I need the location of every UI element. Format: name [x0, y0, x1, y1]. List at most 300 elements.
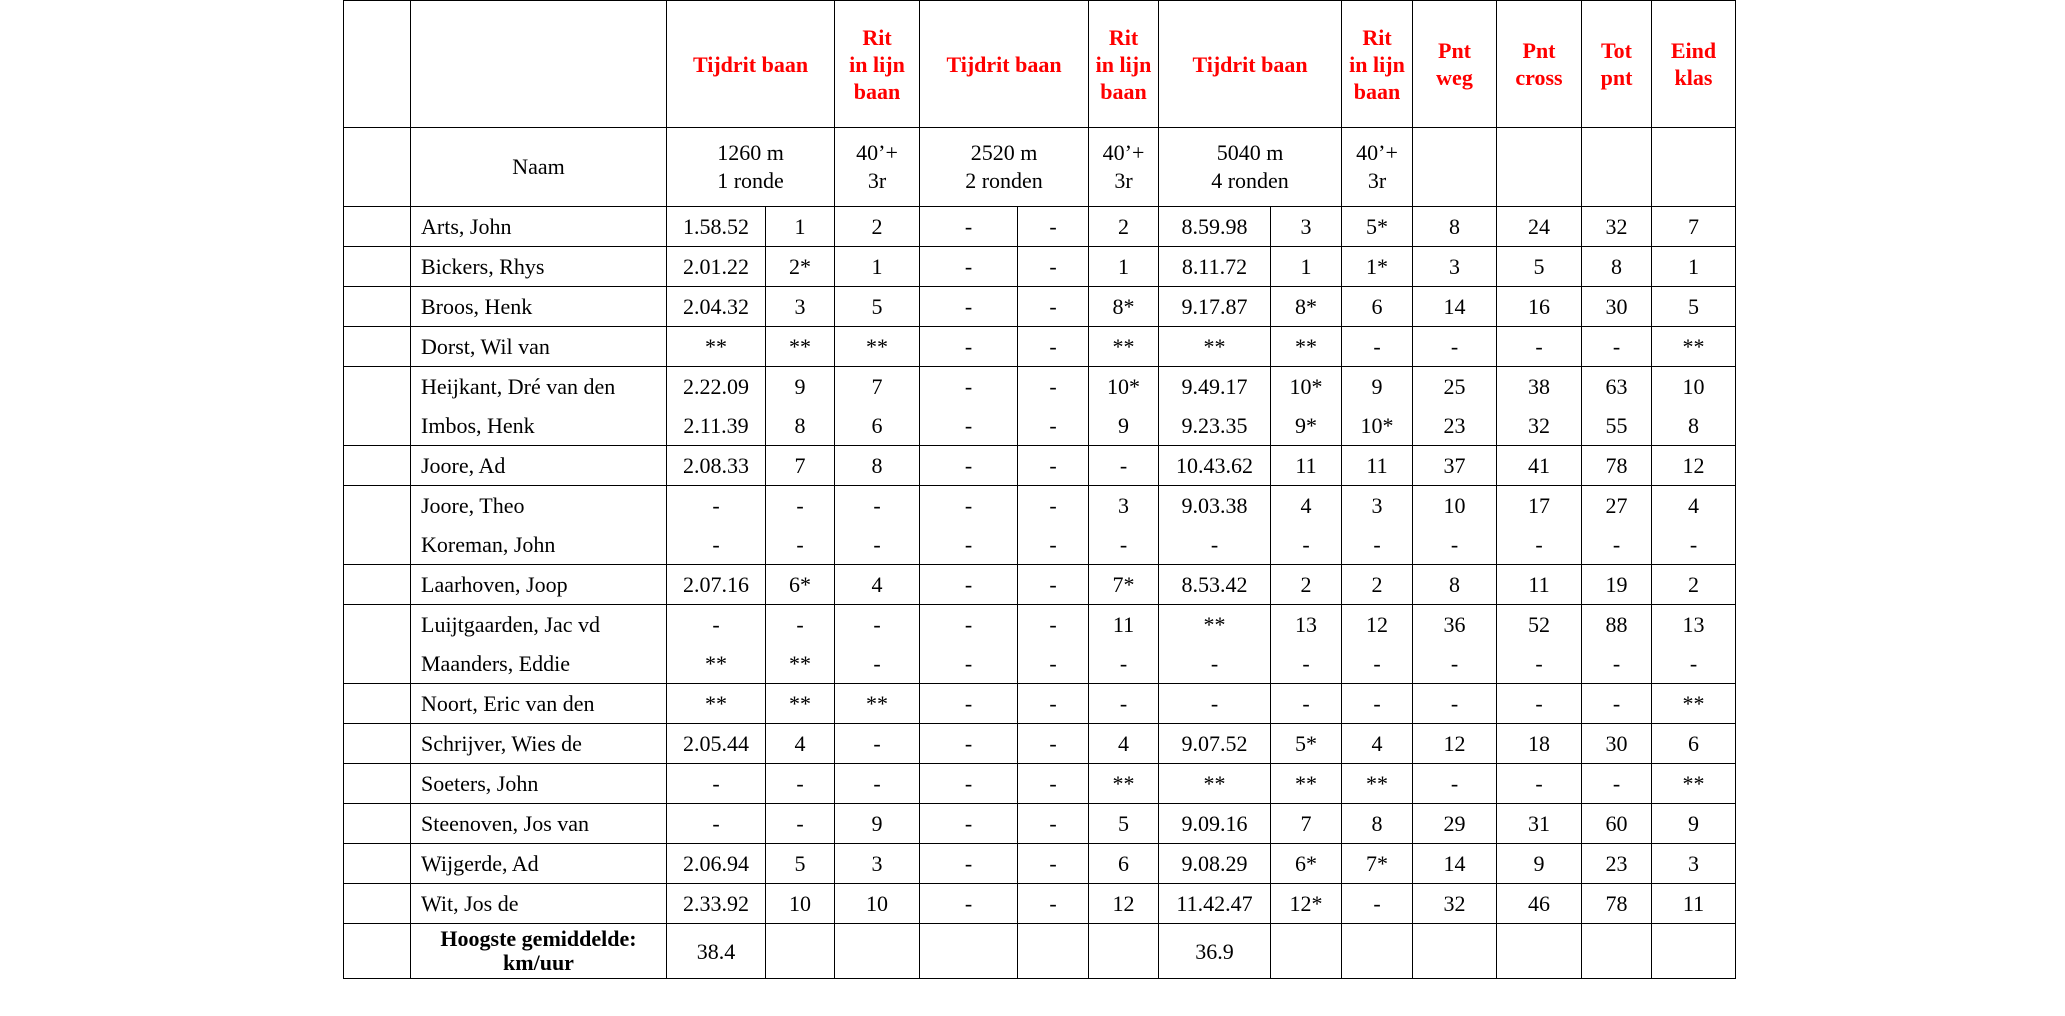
tijdrit-1-time-cell: 2.05.44 — [667, 724, 766, 764]
tijdrit-1-rank-cell: 7 — [766, 446, 835, 486]
blank-cell — [344, 406, 411, 446]
tijdrit-1-time-cell: - — [667, 804, 766, 844]
blank-cell — [1582, 128, 1652, 207]
rider-name-cell: Joore, Theo — [411, 486, 667, 526]
pnt-cross-cell: 11 — [1497, 565, 1582, 605]
tijdrit-1-time-cell: 2.11.39 — [667, 406, 766, 446]
pnt-weg-cell: 3 — [1413, 247, 1497, 287]
tijdrit-3-rank-cell: 12* — [1271, 884, 1342, 924]
tot-pnt-cell: 27 — [1582, 486, 1652, 526]
rit-2-rank-cell: ** — [1089, 764, 1159, 804]
eind-klas-cell: 12 — [1652, 446, 1736, 486]
tijdrit-1-rank-cell: ** — [766, 327, 835, 367]
blank-cell — [920, 924, 1018, 979]
tijdrit-1-time-cell: 2.22.09 — [667, 367, 766, 407]
rit-1-rank-cell: - — [835, 605, 920, 645]
blank-cell — [1652, 924, 1736, 979]
tijdrit-2-time-cell: - — [920, 764, 1018, 804]
tijdrit-1-time-cell: - — [667, 605, 766, 645]
tijdrit-3-time-cell: 8.11.72 — [1159, 247, 1271, 287]
tijdrit-1-rank-cell: - — [766, 525, 835, 565]
rider-name-cell: Dorst, Wil van — [411, 327, 667, 367]
rit-1-rank-cell: 2 — [835, 207, 920, 247]
pnt-cross-cell: - — [1497, 684, 1582, 724]
blank-cell — [1271, 924, 1342, 979]
eind-klas-cell: 2 — [1652, 565, 1736, 605]
blank-cell — [1018, 924, 1089, 979]
pnt-weg-cell: - — [1413, 525, 1497, 565]
tijdrit-1-time-cell: ** — [667, 327, 766, 367]
tot-pnt-cell: 63 — [1582, 367, 1652, 407]
blank-cell — [835, 924, 920, 979]
tijdrit-1-rank-cell: 10 — [766, 884, 835, 924]
rider-name-cell: Joore, Ad — [411, 446, 667, 486]
tot-pnt-cell: - — [1582, 764, 1652, 804]
tijdrit-3-time-cell: 9.17.87 — [1159, 287, 1271, 327]
tijdrit-2-rank-cell: - — [1018, 844, 1089, 884]
tijdrit-1-rank-cell: 5 — [766, 844, 835, 884]
tijdrit-3-rank-cell: 13 — [1271, 605, 1342, 645]
table-row — [344, 446, 1736, 486]
tijdrit-2-time-cell: - — [920, 327, 1018, 367]
tijdrit-1-rank-cell: - — [766, 764, 835, 804]
rit-3-rank-cell: - — [1342, 884, 1413, 924]
rit-1-rank-cell: 4 — [835, 565, 920, 605]
pnt-cross-cell: - — [1497, 525, 1582, 565]
rit-2-rank-cell: - — [1089, 525, 1159, 565]
tijdrit-1-time-cell: 2.04.32 — [667, 287, 766, 327]
rit-2-rank-cell: - — [1089, 644, 1159, 684]
eind-klas-cell: 1 — [1652, 247, 1736, 287]
table-row — [344, 525, 1736, 565]
tijdrit-1-rank-cell: - — [766, 804, 835, 844]
tijdrit-1-rank-cell: ** — [766, 644, 835, 684]
pnt-weg-cell: - — [1413, 327, 1497, 367]
tijdrit-1-time-cell: ** — [667, 684, 766, 724]
tot-pnt-cell: 30 — [1582, 287, 1652, 327]
rit-3-rank-cell: 10* — [1342, 406, 1413, 446]
rit-2-rank-cell: 9 — [1089, 406, 1159, 446]
tijdrit-1-rank-cell: ** — [766, 684, 835, 724]
pnt-weg-cell: 14 — [1413, 844, 1497, 884]
blank-cell — [344, 486, 411, 526]
eind-klas-cell: ** — [1652, 327, 1736, 367]
tijdrit-3-rank-cell: 10* — [1271, 367, 1342, 407]
tot-pnt-cell: 23 — [1582, 844, 1652, 884]
rit-1-rank-cell: - — [835, 486, 920, 526]
blank-cell — [1497, 924, 1582, 979]
tot-pnt-cell: 19 — [1582, 565, 1652, 605]
rit-3-rank-cell: 5* — [1342, 207, 1413, 247]
tijdrit-3-time-cell: - — [1159, 525, 1271, 565]
tijdrit-2-time-cell: - — [920, 247, 1018, 287]
tijdrit-1-rank-cell: 9 — [766, 367, 835, 407]
tijdrit-3-time-cell: 8.53.42 — [1159, 565, 1271, 605]
pnt-weg-cell: 36 — [1413, 605, 1497, 645]
eind-klas-cell: 4 — [1652, 486, 1736, 526]
rit-1-rank-cell: - — [835, 525, 920, 565]
tijdrit-1-rank-cell: - — [766, 605, 835, 645]
rit-3-rank-cell: 2 — [1342, 565, 1413, 605]
rit-2-rank-cell: - — [1089, 446, 1159, 486]
tijdrit-1-time-cell: - — [667, 525, 766, 565]
tijdrit-3-rank-cell: ** — [1271, 327, 1342, 367]
tijdrit-3-rank-cell: - — [1271, 525, 1342, 565]
tijdrit-3-rank-cell: 4 — [1271, 486, 1342, 526]
tijdrit-3-time-cell: - — [1159, 644, 1271, 684]
rit-3-rank-cell: 6 — [1342, 287, 1413, 327]
tijdrit-2-time-cell: - — [920, 884, 1018, 924]
tot-pnt-cell: 32 — [1582, 207, 1652, 247]
tot-pnt-cell: - — [1582, 684, 1652, 724]
rit-detail-1: 40’+ 3r — [835, 128, 920, 207]
tijdrit-2-time-cell: - — [920, 367, 1018, 407]
eind-klas-cell: 13 — [1652, 605, 1736, 645]
blank-cell — [411, 1, 667, 128]
table-row — [344, 684, 1736, 724]
rit-3-rank-cell: - — [1342, 327, 1413, 367]
tijdrit-2-rank-cell: - — [1018, 684, 1089, 724]
blank-cell — [344, 844, 411, 884]
pnt-weg-cell: - — [1413, 644, 1497, 684]
rit-2-rank-cell: 5 — [1089, 804, 1159, 844]
pnt-weg-cell: 29 — [1413, 804, 1497, 844]
tijdrit-3-time-cell: - — [1159, 684, 1271, 724]
rit-1-rank-cell: ** — [835, 327, 920, 367]
eind-klas-cell: 5 — [1652, 287, 1736, 327]
tijdrit-2-rank-cell: - — [1018, 644, 1089, 684]
results-table — [343, 0, 1736, 979]
table-row — [344, 287, 1736, 327]
table-row — [344, 327, 1736, 367]
rit-1-rank-cell: - — [835, 764, 920, 804]
eind-klas-cell: - — [1652, 644, 1736, 684]
rider-name-cell: Maanders, Eddie — [411, 644, 667, 684]
blank-cell — [1342, 924, 1413, 979]
tijdrit-2-time-cell: - — [920, 724, 1018, 764]
tijdrit-3-time-cell: 11.42.47 — [1159, 884, 1271, 924]
header-pnt-cross: Pnt cross — [1497, 1, 1582, 128]
tijdrit-3-rank-cell: - — [1271, 644, 1342, 684]
header-row — [344, 1, 1736, 128]
tijdrit-2-time-cell: - — [920, 486, 1018, 526]
blank-cell — [1089, 924, 1159, 979]
table-row — [344, 247, 1736, 287]
rit-1-rank-cell: 7 — [835, 367, 920, 407]
tijdrit-3-rank-cell: 1 — [1271, 247, 1342, 287]
tijdrit-1-time-cell: 2.01.22 — [667, 247, 766, 287]
tijdrit-3-time-cell: 9.23.35 — [1159, 406, 1271, 446]
rit-3-rank-cell: 7* — [1342, 844, 1413, 884]
tijdrit-2-rank-cell: - — [1018, 884, 1089, 924]
blank-cell — [344, 128, 411, 207]
blank-cell — [344, 446, 411, 486]
rit-1-rank-cell: 5 — [835, 287, 920, 327]
tot-pnt-cell: 78 — [1582, 884, 1652, 924]
pnt-cross-cell: 24 — [1497, 207, 1582, 247]
tijdrit-1-rank-cell: 2* — [766, 247, 835, 287]
rit-1-rank-cell: 3 — [835, 844, 920, 884]
tijdrit-2-rank-cell: - — [1018, 724, 1089, 764]
pnt-weg-cell: - — [1413, 684, 1497, 724]
rit-2-rank-cell: 10* — [1089, 367, 1159, 407]
tijdrit-2-time-cell: - — [920, 287, 1018, 327]
pnt-cross-cell: 32 — [1497, 406, 1582, 446]
rit-2-rank-cell: 7* — [1089, 565, 1159, 605]
subheader-row — [344, 128, 1736, 207]
eind-klas-cell: 3 — [1652, 844, 1736, 884]
tijdrit-2-time-cell: - — [920, 605, 1018, 645]
rit-2-rank-cell: 3 — [1089, 486, 1159, 526]
rit-2-rank-cell: 4 — [1089, 724, 1159, 764]
rider-name-cell: Broos, Henk — [411, 287, 667, 327]
eind-klas-cell: ** — [1652, 684, 1736, 724]
rit-2-rank-cell: 1 — [1089, 247, 1159, 287]
rit-1-rank-cell: 9 — [835, 804, 920, 844]
tijdrit-2-time-cell: - — [920, 446, 1018, 486]
tijdrit-3-time-cell: 8.59.98 — [1159, 207, 1271, 247]
rit-2-rank-cell: 12 — [1089, 884, 1159, 924]
blank-cell — [344, 764, 411, 804]
pnt-cross-cell: 46 — [1497, 884, 1582, 924]
header-tijdrit-1: Tijdrit baan — [667, 1, 835, 128]
highest-average-3: 36.9 — [1159, 924, 1271, 979]
rit-2-rank-cell: 2 — [1089, 207, 1159, 247]
tot-pnt-cell: - — [1582, 327, 1652, 367]
tijdrit-2-rank-cell: - — [1018, 605, 1089, 645]
tijdrit-2-rank-cell: - — [1018, 287, 1089, 327]
blank-cell — [344, 884, 411, 924]
tijdrit-2-rank-cell: - — [1018, 406, 1089, 446]
blank-cell — [1582, 924, 1652, 979]
rider-name-cell: Arts, John — [411, 207, 667, 247]
rit-1-rank-cell: 1 — [835, 247, 920, 287]
rit-3-rank-cell: 3 — [1342, 486, 1413, 526]
rit-2-rank-cell: - — [1089, 684, 1159, 724]
blank-cell — [344, 804, 411, 844]
pnt-cross-cell: - — [1497, 764, 1582, 804]
tijdrit-1-time-cell: 2.07.16 — [667, 565, 766, 605]
table-row — [344, 406, 1736, 446]
tijdrit-2-rank-cell: - — [1018, 327, 1089, 367]
header-tijdrit-2: Tijdrit baan — [920, 1, 1089, 128]
pnt-weg-cell: 8 — [1413, 207, 1497, 247]
tijdrit-3-time-cell: 9.07.52 — [1159, 724, 1271, 764]
rit-2-rank-cell: 11 — [1089, 605, 1159, 645]
pnt-cross-cell: 16 — [1497, 287, 1582, 327]
blank-cell — [344, 525, 411, 565]
pnt-weg-cell: 14 — [1413, 287, 1497, 327]
tijdrit-1-rank-cell: - — [766, 486, 835, 526]
table-row — [344, 804, 1736, 844]
tot-pnt-cell: 30 — [1582, 724, 1652, 764]
tijdrit-3-time-cell: 9.49.17 — [1159, 367, 1271, 407]
highest-average-1: 38.4 — [667, 924, 766, 979]
eind-klas-cell: - — [1652, 525, 1736, 565]
eind-klas-cell: 11 — [1652, 884, 1736, 924]
tijdrit-2-time-cell: - — [920, 565, 1018, 605]
tijdrit-3-rank-cell: 6* — [1271, 844, 1342, 884]
distance-3: 5040 m 4 ronden — [1159, 128, 1342, 207]
header-eind-klas: Eind klas — [1652, 1, 1736, 128]
tijdrit-1-rank-cell: 1 — [766, 207, 835, 247]
tijdrit-3-rank-cell: 9* — [1271, 406, 1342, 446]
table-row — [344, 565, 1736, 605]
tijdrit-3-time-cell: ** — [1159, 327, 1271, 367]
tijdrit-3-time-cell: 9.03.38 — [1159, 486, 1271, 526]
pnt-cross-cell: 41 — [1497, 446, 1582, 486]
tijdrit-3-time-cell: 10.43.62 — [1159, 446, 1271, 486]
blank-cell — [766, 924, 835, 979]
rit-3-rank-cell: - — [1342, 684, 1413, 724]
table-row — [344, 764, 1736, 804]
pnt-weg-cell: 37 — [1413, 446, 1497, 486]
table-row — [344, 644, 1736, 684]
table-row — [344, 884, 1736, 924]
tijdrit-2-rank-cell: - — [1018, 446, 1089, 486]
rit-3-rank-cell: 12 — [1342, 605, 1413, 645]
naam-header: Naam — [411, 128, 667, 207]
footer-row — [344, 924, 1736, 979]
pnt-cross-cell: 17 — [1497, 486, 1582, 526]
rit-3-rank-cell: 1* — [1342, 247, 1413, 287]
blank-cell — [344, 247, 411, 287]
tijdrit-2-rank-cell: - — [1018, 525, 1089, 565]
tijdrit-2-rank-cell: - — [1018, 804, 1089, 844]
rit-1-rank-cell: 10 — [835, 884, 920, 924]
tijdrit-2-rank-cell: - — [1018, 764, 1089, 804]
tijdrit-2-time-cell: - — [920, 525, 1018, 565]
tijdrit-2-rank-cell: - — [1018, 207, 1089, 247]
blank-cell — [344, 565, 411, 605]
rit-detail-3: 40’+ 3r — [1342, 128, 1413, 207]
tot-pnt-cell: 88 — [1582, 605, 1652, 645]
rider-name-cell: Luijtgaarden, Jac vd — [411, 605, 667, 645]
tijdrit-3-time-cell: ** — [1159, 764, 1271, 804]
rider-name-cell: Wit, Jos de — [411, 884, 667, 924]
tijdrit-2-time-cell: - — [920, 207, 1018, 247]
rider-name-cell: Bickers, Rhys — [411, 247, 667, 287]
pnt-cross-cell: 5 — [1497, 247, 1582, 287]
tijdrit-1-time-cell: ** — [667, 644, 766, 684]
rider-name-cell: Soeters, John — [411, 764, 667, 804]
blank-cell — [344, 327, 411, 367]
tijdrit-3-rank-cell: 8* — [1271, 287, 1342, 327]
tot-pnt-cell: - — [1582, 644, 1652, 684]
rit-3-rank-cell: 9 — [1342, 367, 1413, 407]
rit-3-rank-cell: - — [1342, 525, 1413, 565]
tijdrit-2-rank-cell: - — [1018, 565, 1089, 605]
tijdrit-1-time-cell: - — [667, 486, 766, 526]
tijdrit-1-time-cell: 1.58.52 — [667, 207, 766, 247]
tijdrit-2-rank-cell: - — [1018, 486, 1089, 526]
pnt-weg-cell: - — [1413, 764, 1497, 804]
tijdrit-1-rank-cell: 4 — [766, 724, 835, 764]
header-pnt-weg: Pnt weg — [1413, 1, 1497, 128]
header-tijdrit-3: Tijdrit baan — [1159, 1, 1342, 128]
eind-klas-cell: ** — [1652, 764, 1736, 804]
eind-klas-cell: 7 — [1652, 207, 1736, 247]
eind-klas-cell: 6 — [1652, 724, 1736, 764]
tot-pnt-cell: 60 — [1582, 804, 1652, 844]
rit-3-rank-cell: 4 — [1342, 724, 1413, 764]
blank-cell — [344, 724, 411, 764]
highest-average-label: Hoogste gemiddelde: km/uur — [411, 924, 667, 979]
pnt-weg-cell: 12 — [1413, 724, 1497, 764]
tijdrit-3-time-cell: 9.09.16 — [1159, 804, 1271, 844]
tijdrit-1-time-cell: 2.08.33 — [667, 446, 766, 486]
eind-klas-cell: 8 — [1652, 406, 1736, 446]
eind-klas-cell: 10 — [1652, 367, 1736, 407]
eind-klas-cell: 9 — [1652, 804, 1736, 844]
rit-1-rank-cell: - — [835, 644, 920, 684]
tijdrit-2-time-cell: - — [920, 406, 1018, 446]
pnt-weg-cell: 25 — [1413, 367, 1497, 407]
blank-cell — [344, 287, 411, 327]
tijdrit-3-rank-cell: 3 — [1271, 207, 1342, 247]
tijdrit-3-time-cell: ** — [1159, 605, 1271, 645]
tijdrit-1-time-cell: - — [667, 764, 766, 804]
blank-cell — [1413, 128, 1497, 207]
pnt-cross-cell: 52 — [1497, 605, 1582, 645]
blank-cell — [1652, 128, 1736, 207]
pnt-weg-cell: 8 — [1413, 565, 1497, 605]
tijdrit-3-rank-cell: ** — [1271, 764, 1342, 804]
rit-1-rank-cell: ** — [835, 684, 920, 724]
tot-pnt-cell: - — [1582, 525, 1652, 565]
tijdrit-2-time-cell: - — [920, 844, 1018, 884]
tijdrit-1-rank-cell: 3 — [766, 287, 835, 327]
tijdrit-2-time-cell: - — [920, 684, 1018, 724]
pnt-cross-cell: 31 — [1497, 804, 1582, 844]
tijdrit-2-rank-cell: - — [1018, 367, 1089, 407]
header-tot-pnt: Tot pnt — [1582, 1, 1652, 128]
tijdrit-3-time-cell: 9.08.29 — [1159, 844, 1271, 884]
pnt-weg-cell: 32 — [1413, 884, 1497, 924]
table-row — [344, 207, 1736, 247]
rit-2-rank-cell: 6 — [1089, 844, 1159, 884]
tijdrit-3-rank-cell: 7 — [1271, 804, 1342, 844]
tijdrit-1-time-cell: 2.06.94 — [667, 844, 766, 884]
table-row — [344, 724, 1736, 764]
blank-cell — [1413, 924, 1497, 979]
header-rit-2: Rit in lijn baan — [1089, 1, 1159, 128]
tijdrit-3-rank-cell: 2 — [1271, 565, 1342, 605]
header-rit-3: Rit in lijn baan — [1342, 1, 1413, 128]
blank-cell — [344, 1, 411, 128]
tot-pnt-cell: 8 — [1582, 247, 1652, 287]
rit-1-rank-cell: 6 — [835, 406, 920, 446]
distance-1: 1260 m 1 ronde — [667, 128, 835, 207]
tijdrit-1-time-cell: 2.33.92 — [667, 884, 766, 924]
table-row — [344, 486, 1736, 526]
rit-3-rank-cell: 8 — [1342, 804, 1413, 844]
rit-3-rank-cell: 11 — [1342, 446, 1413, 486]
rider-name-cell: Koreman, John — [411, 525, 667, 565]
blank-cell — [344, 207, 411, 247]
tot-pnt-cell: 55 — [1582, 406, 1652, 446]
rider-name-cell: Steenoven, Jos van — [411, 804, 667, 844]
rider-name-cell: Imbos, Henk — [411, 406, 667, 446]
pnt-cross-cell: - — [1497, 327, 1582, 367]
blank-cell — [344, 367, 411, 407]
rit-3-rank-cell: - — [1342, 644, 1413, 684]
rider-name-cell: Wijgerde, Ad — [411, 844, 667, 884]
table-row — [344, 367, 1736, 407]
tot-pnt-cell: 78 — [1582, 446, 1652, 486]
table-row — [344, 844, 1736, 884]
rider-name-cell: Noort, Eric van den — [411, 684, 667, 724]
